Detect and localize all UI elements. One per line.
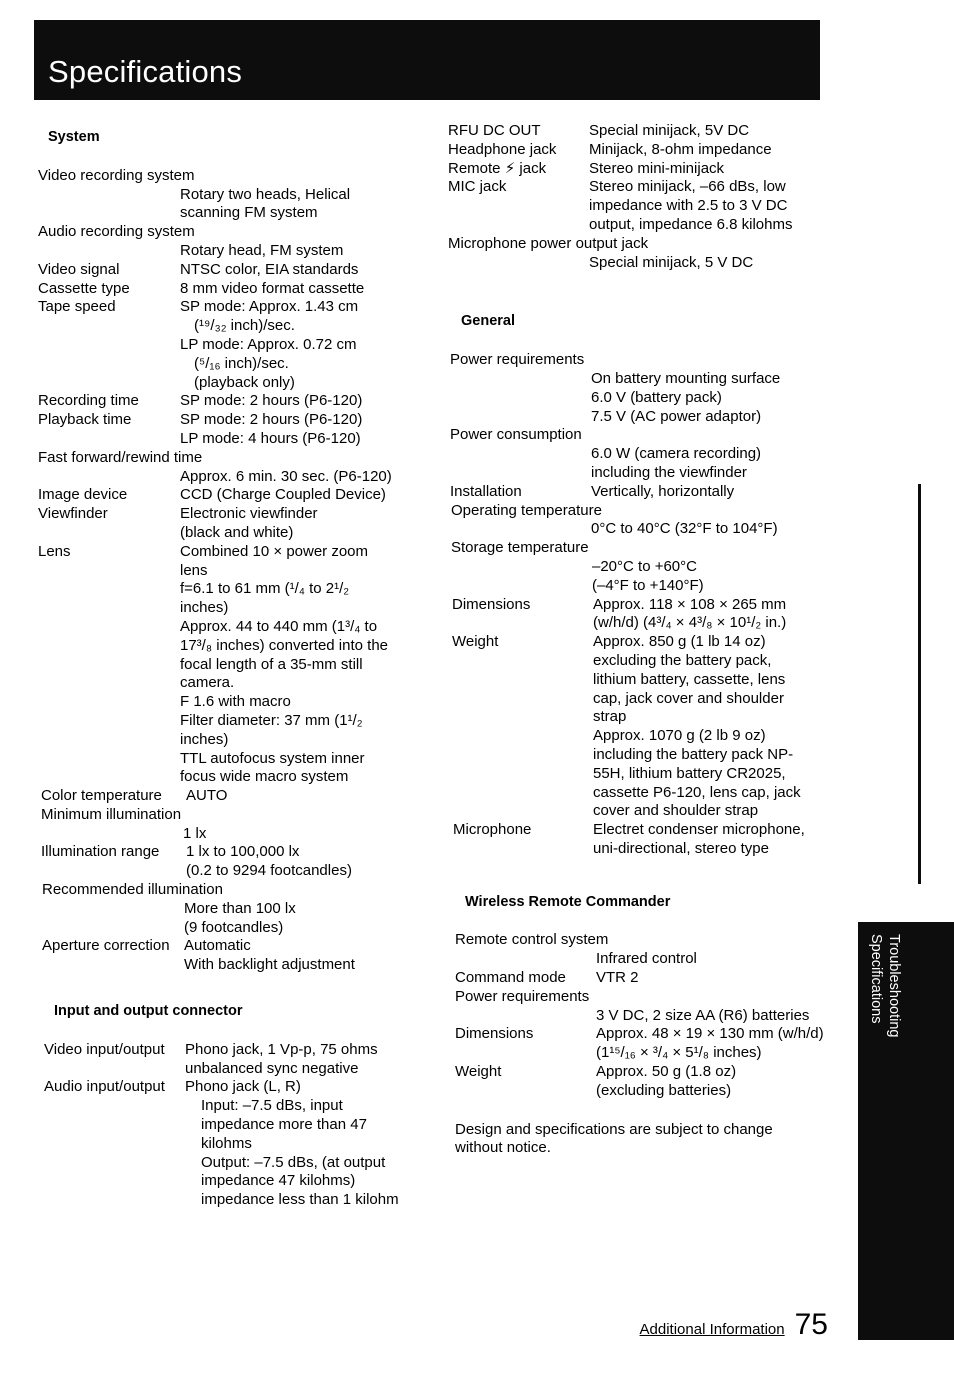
- spec-value: Special minijack, 5V DC: [589, 122, 750, 139]
- side-tab-line-troubleshooting: Troubleshooting: [886, 934, 902, 1038]
- spec-label: Audio recording system: [38, 223, 195, 241]
- spec-label: Microphone: [453, 821, 532, 839]
- spec-label: Storage temperature: [451, 539, 589, 557]
- change-notice: Design and specifications are subject to change without notice.: [455, 1120, 773, 1157]
- side-tab: [858, 922, 954, 1340]
- spec-value: 6.0 V (battery pack): [591, 388, 722, 406]
- spec-row: [448, 558, 828, 577]
- spec-row: [38, 750, 418, 788]
- spec-value: VTR 2: [596, 969, 639, 987]
- spec-value: SP mode: 2 hours (P6-120): [180, 392, 363, 410]
- spec-row: [38, 900, 418, 919]
- spec-label: Minimum illumination: [41, 805, 182, 823]
- spec-row: [38, 1097, 418, 1153]
- spec-label: Image device: [38, 486, 128, 504]
- spec-value: F 1.6 with macro: [180, 693, 291, 711]
- spec-row: [448, 596, 828, 634]
- spec-value: Electret condenser microphone, uni-directional, stereo type: [593, 821, 805, 857]
- spec-row: [38, 1078, 418, 1097]
- section-remote-commander: [448, 893, 828, 1101]
- left-column: [38, 128, 418, 1210]
- spec-label: Lens: [38, 542, 71, 560]
- spec-row: [38, 355, 418, 374]
- spec-row: [448, 370, 828, 389]
- spec-row: [448, 160, 828, 179]
- spec-value: 3 V DC, 2 size AA (R6) batteries: [596, 1006, 810, 1024]
- spec-label: MIC jack: [448, 178, 507, 196]
- spec-value: Electronic viewfinder: [180, 505, 318, 523]
- spec-row: [38, 787, 418, 806]
- spec-label: Command mode: [455, 969, 566, 987]
- spec-row: [38, 486, 418, 505]
- spec-row: [38, 242, 418, 261]
- section-io: [38, 1002, 418, 1210]
- section-system: [38, 128, 418, 975]
- spec-row: [38, 1041, 418, 1079]
- spec-row: [38, 919, 418, 938]
- spec-value: Input: –7.5 dBs, input impedance more than 47 kilohms: [201, 1097, 367, 1152]
- spec-value: Approx. 118 × 108 × 265 mm (w/h/d) (4³/₄ × 4³/₈ × 10¹/₂ in.): [593, 595, 787, 632]
- spec-label: Installation: [450, 482, 522, 500]
- spec-label: RFU DC OUT: [448, 122, 541, 139]
- title-bar: [34, 20, 820, 100]
- spec-row: [448, 122, 828, 141]
- spec-label: Video recording system: [38, 166, 195, 184]
- spec-row: [38, 956, 418, 975]
- spec-value: Filter diameter: 37 mm (1¹/₂ inches): [180, 711, 363, 748]
- spec-row: [448, 483, 828, 502]
- spec-value: f=6.1 to 61 mm (¹/₄ to 2¹/₂ inches): [180, 580, 350, 617]
- spec-value: 8 mm video format cassette: [180, 279, 365, 297]
- section-general: [448, 312, 828, 858]
- spec-label: Power requirements: [455, 987, 590, 1005]
- spec-value: LP mode: 4 hours (P6-120): [180, 429, 361, 447]
- spec-label: Fast forward/rewind time: [38, 448, 203, 466]
- spacer: [38, 975, 418, 1002]
- spec-row: [38, 186, 418, 224]
- spec-value: Rotary head, FM system: [180, 241, 344, 259]
- spec-value: With backlight adjustment: [184, 956, 355, 974]
- spec-value: Infrared control: [596, 950, 697, 968]
- spec-value: LP mode: Approx. 0.72 cm: [180, 335, 357, 353]
- spec-value: (¹⁹/₃₂ inch)/sec.: [194, 317, 295, 335]
- spec-label: Tape speed: [38, 298, 116, 316]
- spec-row: [38, 505, 418, 524]
- edge-marker-line: [918, 484, 921, 884]
- spec-value: On battery mounting surface: [591, 369, 781, 387]
- spec-value: Output: –7.5 dBs, (at output impedance 47 kilohms) impedance less than 1 kilohm: [201, 1153, 399, 1209]
- spec-value: Approx. 44 to 440 mm (1³/₄ to 17³/₈ inches) converted into the focal length of a 35-mm still camera.: [180, 617, 389, 692]
- spec-row: [38, 411, 418, 430]
- spec-value: Approx. 6 min. 30 sec. (P6-120): [180, 467, 392, 485]
- spec-label: Cassette type: [38, 279, 130, 297]
- spec-row: [38, 374, 418, 393]
- spec-row: [38, 937, 418, 956]
- spec-label: Color temperature: [41, 787, 162, 805]
- spec-label: Operating temperature: [451, 501, 602, 519]
- spec-row: [448, 389, 828, 408]
- section-heading-remote-commander: Wireless Remote Commander: [465, 893, 671, 910]
- spec-row: [448, 254, 828, 273]
- spec-label: Dimensions: [452, 595, 531, 613]
- spec-label: Remote ⚡ jack: [448, 159, 547, 177]
- spec-label: Playback time: [38, 411, 132, 429]
- spec-value: Vertically, horizontally: [591, 482, 735, 500]
- spec-row: [38, 693, 418, 712]
- spec-row: [38, 430, 418, 449]
- spec-row: [448, 950, 828, 969]
- spec-value: TTL autofocus system inner focus wide macro system: [180, 749, 365, 786]
- spec-value: (9 footcandles): [184, 918, 284, 936]
- spec-row: [448, 1007, 828, 1026]
- spec-row: [38, 1154, 418, 1210]
- spec-value: AUTO: [186, 787, 228, 805]
- spec-row: [448, 1063, 828, 1101]
- spec-row: [448, 178, 828, 234]
- spec-row: [448, 445, 828, 483]
- side-tab-text: [858, 922, 954, 1340]
- spec-row: [38, 825, 418, 844]
- spec-value: Rotary two heads, Helical scanning FM system: [180, 185, 351, 222]
- spec-row: [448, 141, 828, 160]
- spec-value: Approx. 850 g (1 lb 14 oz) excluding the battery pack, lithium battery, cassette, lens cap, jack cover and shoulder strap: [593, 633, 786, 726]
- spec-value: 6.0 W (camera recording) including the viewfinder: [591, 445, 762, 481]
- spec-value: Phono jack (L, R): [185, 1078, 301, 1096]
- spec-row: [448, 1025, 828, 1063]
- spec-value: 1 lx: [183, 824, 207, 842]
- spec-value: Stereo mini-minijack: [589, 159, 725, 177]
- spec-value: Approx. 48 × 19 × 130 mm (w/h/d) (1¹⁵/₁₆ × ³/₄ × 5¹/₈ inches): [596, 1025, 824, 1062]
- spec-row: [38, 261, 418, 280]
- spec-row: [448, 633, 828, 727]
- page-footer: [640, 1310, 828, 1340]
- spec-row: [38, 317, 418, 336]
- spec-label: Video input/output: [44, 1040, 165, 1058]
- page-number: 75: [794, 1308, 828, 1341]
- spec-row: [38, 618, 418, 693]
- spec-value: –20°C to +60°C: [592, 557, 697, 575]
- spec-value: Special minijack, 5 V DC: [589, 253, 754, 271]
- spec-row: [448, 969, 828, 988]
- spacer: [448, 1101, 828, 1121]
- spec-label: Recording time: [38, 392, 139, 410]
- side-tab-line-specifications: Specifications: [868, 934, 884, 1024]
- spec-row: [38, 524, 418, 543]
- spec-value: Minijack, 8-ohm impedance: [589, 140, 772, 158]
- spec-value: Combined 10 × power zoom lens: [180, 542, 369, 579]
- spec-label: Headphone jack: [448, 140, 557, 158]
- spec-row: [38, 543, 418, 581]
- spec-value: (–4°F to +140°F): [592, 576, 704, 594]
- spec-value: CCD (Charge Coupled Device): [180, 486, 386, 504]
- section-connectors-cont: [448, 122, 828, 272]
- spec-row: [448, 577, 828, 596]
- spec-label: Power consumption: [450, 426, 582, 444]
- section-heading-system: System: [48, 129, 100, 145]
- spec-label: Video signal: [38, 260, 120, 278]
- spec-value: Automatic: [184, 937, 251, 955]
- section-heading-io: Input and output connector: [54, 1003, 243, 1020]
- spec-label: Aperture correction: [42, 937, 170, 955]
- spacer: [448, 859, 828, 893]
- spec-row: [448, 520, 828, 539]
- footer-section-label: Additional Information: [639, 1321, 785, 1338]
- spec-value: 7.5 V (AC power adaptor): [591, 407, 762, 425]
- spec-row: [38, 712, 418, 750]
- spec-value: Stereo minijack, –66 dBs, low impedance with 2.5 to 3 V DC output, impedance 6.8 kilohms: [589, 178, 793, 233]
- spec-value: Approx. 1070 g (2 lb 9 oz) including the battery pack NP-55H, lithium battery CR2025, cassette P6-120, lens cap, jack cover and shoulder strap: [593, 727, 801, 820]
- spec-value: 0°C to 40°C (32°F to 104°F): [591, 520, 778, 538]
- spec-label: Recommended illumination: [42, 881, 223, 899]
- spec-row: [38, 280, 418, 299]
- spec-value: SP mode: 2 hours (P6-120): [180, 411, 363, 429]
- spec-row: [448, 727, 828, 821]
- spec-label: Dimensions: [455, 1025, 534, 1043]
- page-title: Specifications: [48, 54, 243, 89]
- spec-value: NTSC color, EIA standards: [180, 260, 359, 278]
- spec-value: (⁵/₁₆ inch)/sec.: [194, 354, 289, 372]
- spec-label: Power requirements: [450, 351, 585, 369]
- spec-row: [38, 468, 418, 487]
- spec-value: (black and white): [180, 523, 294, 541]
- spec-value: 1 lx to 100,000 lx: [186, 843, 300, 861]
- spec-row: [448, 821, 828, 859]
- spec-row: [448, 408, 828, 427]
- spec-value: Phono jack, 1 Vp-p, 75 ohms unbalanced sync negative: [185, 1040, 378, 1077]
- spec-label: Weight: [455, 1063, 502, 1081]
- right-column: [448, 122, 828, 1158]
- spec-value: More than 100 lx: [184, 899, 296, 917]
- spacer: [448, 272, 828, 312]
- spec-label: Viewfinder: [38, 505, 108, 523]
- spec-label: Weight: [452, 633, 499, 651]
- spec-label: Audio input/output: [44, 1078, 165, 1096]
- section-heading-general: General: [461, 313, 515, 330]
- spec-value: (playback only): [194, 373, 295, 391]
- spec-row: [38, 580, 418, 618]
- spec-label: Remote control system: [455, 931, 609, 949]
- spec-row: [38, 336, 418, 355]
- spec-value: (0.2 to 9294 footcandles): [186, 862, 352, 880]
- spec-value: SP mode: Approx. 1.43 cm: [180, 298, 359, 316]
- spec-value: Approx. 50 g (1.8 oz) (excluding batteries): [596, 1063, 737, 1099]
- spec-row: [38, 843, 418, 862]
- spec-label: Illumination range: [41, 843, 160, 861]
- spec-row: [38, 862, 418, 881]
- spec-label: Microphone power output jack: [448, 234, 649, 252]
- spec-row: [38, 392, 418, 411]
- spec-row: [38, 298, 418, 317]
